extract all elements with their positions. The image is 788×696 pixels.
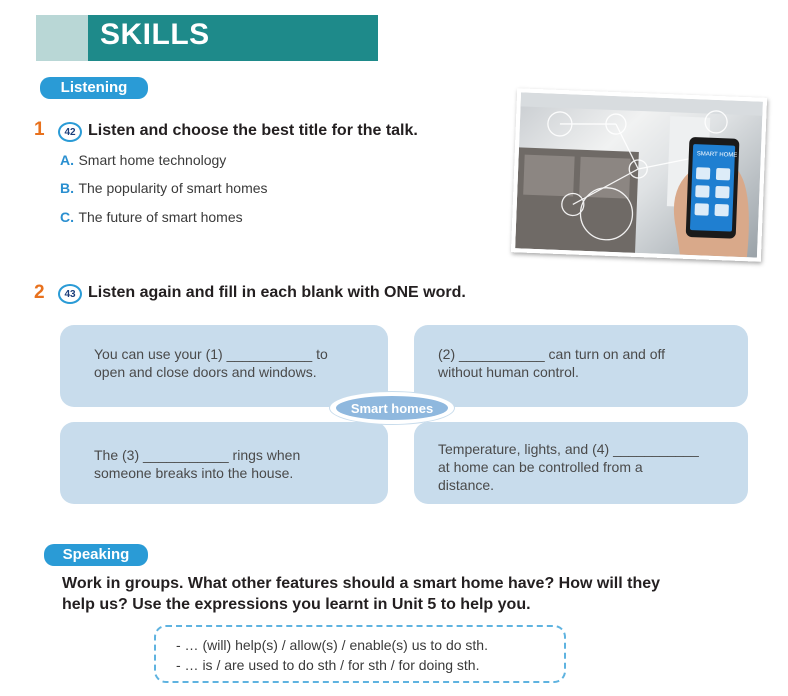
phone-screen-title: SMART HOME <box>696 151 738 159</box>
audio-track-icon[interactable] <box>58 122 82 142</box>
speaking-prompt <box>62 573 762 615</box>
option-b <box>60 180 268 198</box>
exercise-1-instruction: Listen and choose the best title for the talk. <box>88 122 418 139</box>
box-line: open and close doors and windows. <box>94 364 317 380</box>
box-line: at home can be controlled from a <box>438 459 643 475</box>
app-icon <box>696 167 710 180</box>
box-line: someone breaks into the house. <box>94 465 294 481</box>
smart-home-illustration <box>515 92 763 257</box>
speaking-label: Speaking <box>44 544 148 566</box>
option-a <box>60 152 226 170</box>
option-c <box>60 209 243 227</box>
option-letter: A. <box>60 152 74 168</box>
mindmap-box-4 <box>414 422 748 504</box>
mindmap-center <box>330 392 454 424</box>
page-title: SKILLS <box>100 18 210 51</box>
track-number: 42 <box>64 126 76 138</box>
mindmap-box-3 <box>60 422 388 504</box>
speaking-prompt-line: Work in groups. What other features should a smart home have? How will they <box>62 575 661 592</box>
expression-line: - … (will) help(s) / allow(s) / enable(s) us to do sth. <box>176 637 488 653</box>
exercise-1-number: 1 <box>34 119 45 140</box>
track-number: 43 <box>64 288 76 300</box>
box-line: You can use your (1) ___________ to <box>94 346 328 362</box>
listening-label: Listening <box>40 77 148 99</box>
exercise-2-instruction: Listen again and fill in each blank with ONE word. <box>88 284 466 301</box>
app-icon <box>695 185 709 198</box>
option-letter: B. <box>60 180 74 196</box>
smart-home-photo <box>511 88 767 261</box>
box-line: distance. <box>438 477 495 493</box>
app-icon <box>694 203 708 216</box>
option-text: Smart home technology <box>78 152 227 168</box>
app-icon <box>714 204 728 217</box>
box-line: (2) ___________ can turn on and off <box>438 346 666 362</box>
box-line: without human control. <box>438 364 579 380</box>
mindmap-box-1 <box>60 325 388 407</box>
speaking-prompt-line: help us? Use the expressions you learnt in Unit 5 to help you. <box>62 596 531 613</box>
app-icon <box>716 168 730 181</box>
expressions-box <box>154 625 566 683</box>
expression-line: - … is / are used to do sth / for sth / for doing sth. <box>176 657 480 673</box>
mindmap-box-2 <box>414 325 748 407</box>
option-text: The popularity of smart homes <box>78 180 268 196</box>
cabinet <box>523 155 574 197</box>
option-text: The future of smart homes <box>78 209 243 225</box>
app-icon <box>715 186 729 199</box>
header-accent-square <box>36 15 88 61</box>
option-letter: C. <box>60 209 74 225</box>
audio-track-icon[interactable] <box>58 284 82 304</box>
box-line: The (3) ___________ rings when <box>94 447 301 463</box>
box-line: Temperature, lights, and (4) ___________ <box>438 441 699 457</box>
mindmap-center-label: Smart homes <box>336 396 448 420</box>
exercise-2-number: 2 <box>34 282 45 303</box>
